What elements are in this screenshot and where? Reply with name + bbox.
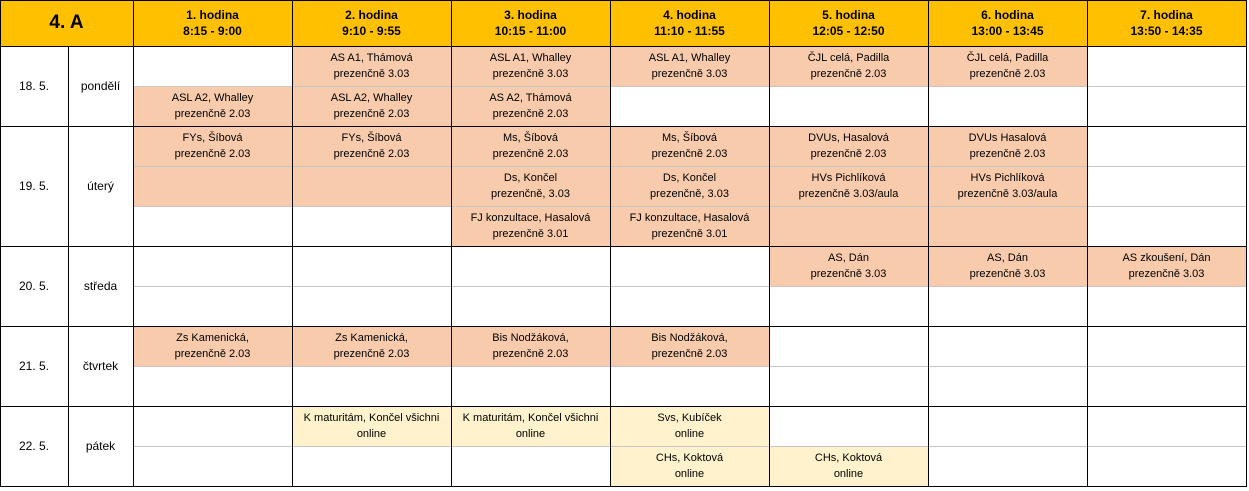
empty-cell xyxy=(133,366,292,406)
lesson-cell xyxy=(451,206,610,246)
lesson-cell xyxy=(451,326,610,366)
date-text: 21. 5. xyxy=(18,359,50,373)
empty-cell xyxy=(610,286,769,326)
lesson-location: online xyxy=(833,468,864,480)
period-time: 13:50 - 14:35 xyxy=(1130,24,1203,38)
period-time: 12:05 - 12:50 xyxy=(812,24,885,38)
row-separator xyxy=(133,446,1246,447)
date-label xyxy=(0,406,68,486)
day-label xyxy=(68,126,133,246)
grid-line xyxy=(1246,0,1247,487)
lesson-cell xyxy=(769,166,928,206)
period-header xyxy=(610,0,769,46)
lesson-subject: AS A1, Thámová xyxy=(330,52,413,64)
lesson-location: prezenčně 2.03 xyxy=(174,348,251,360)
grid-line xyxy=(0,46,1247,47)
period-header xyxy=(292,0,451,46)
lesson-cell xyxy=(928,246,1087,286)
empty-cell xyxy=(928,206,1087,246)
lesson-location: prezenčně 3.03 xyxy=(651,68,728,80)
lesson-cell xyxy=(292,46,451,86)
empty-cell xyxy=(610,366,769,406)
lesson-location: prezenčně, 3.03 xyxy=(491,188,570,200)
empty-cell xyxy=(292,206,451,246)
empty-cell xyxy=(1087,46,1246,86)
day-text: čtvrtek xyxy=(82,359,119,373)
lesson-location: online xyxy=(674,428,705,440)
lesson-location: prezenčně 2.03 xyxy=(333,148,410,160)
lesson-subject: ASL A2, Whalley xyxy=(330,92,413,104)
empty-cell xyxy=(769,86,928,126)
lesson-cell xyxy=(769,46,928,86)
empty-cell xyxy=(928,366,1087,406)
lesson-cell xyxy=(133,326,292,366)
grid-line xyxy=(292,0,293,487)
lesson-subject: CHs, Koktová xyxy=(814,452,883,464)
lesson-cell xyxy=(292,326,451,366)
lesson-subject: AS zkoušení, Dán xyxy=(1122,252,1211,264)
period-time: 11:10 - 11:55 xyxy=(654,24,725,38)
lesson-cell xyxy=(610,46,769,86)
period-name: 7. hodina xyxy=(1140,8,1193,22)
lesson-location: prezenčně 3.03 xyxy=(810,268,887,280)
period-name: 4. hodina xyxy=(663,8,716,22)
period-header xyxy=(451,0,610,46)
empty-cell xyxy=(1087,366,1246,406)
empty-cell xyxy=(133,406,292,446)
lesson-cell xyxy=(928,126,1087,166)
grid-line xyxy=(1087,0,1088,487)
row-separator xyxy=(133,286,1246,287)
lesson-subject: Svs, Kubíček xyxy=(657,412,722,424)
lesson-location: online xyxy=(674,468,705,480)
empty-cell xyxy=(451,286,610,326)
lesson-subject: FJ konzultace, Hasalová xyxy=(629,212,750,224)
empty-cell xyxy=(133,246,292,286)
lesson-subject: AS, Dán xyxy=(987,252,1028,264)
lesson-cell xyxy=(769,446,928,486)
date-text: 18. 5. xyxy=(18,79,50,93)
lesson-location: prezenčně 3.03/aula xyxy=(957,188,1058,200)
lesson-location: prezenčně 3.01 xyxy=(492,228,569,240)
lesson-subject: AS A2, Thámová xyxy=(489,92,572,104)
lesson-location: prezenčně 3.03 xyxy=(492,68,569,80)
period-time: 10:15 - 11:00 xyxy=(494,24,567,38)
period-header xyxy=(1087,0,1246,46)
lesson-subject: ASL A1, Whalley xyxy=(648,52,731,64)
grid-line xyxy=(133,0,134,487)
lesson-cell xyxy=(451,86,610,126)
lesson-subject: Bis Nodžáková, xyxy=(651,332,728,344)
lesson-subject: Zs Kamenická, xyxy=(176,332,249,344)
lesson-location: prezenčně 2.03 xyxy=(492,348,569,360)
day-text: pátek xyxy=(85,439,116,453)
day-text: středa xyxy=(83,279,118,293)
lesson-subject: ČJL celá, Padilla xyxy=(966,52,1049,64)
lesson-cell xyxy=(133,126,292,166)
grid-line xyxy=(0,0,1,487)
period-header xyxy=(769,0,928,46)
date-text: 20. 5. xyxy=(18,279,50,293)
lesson-subject: Ds, Končel xyxy=(662,172,717,184)
empty-cell xyxy=(292,446,451,486)
date-text: 19. 5. xyxy=(18,179,50,193)
period-time: 8:15 - 9:00 xyxy=(183,24,242,38)
empty-cell xyxy=(451,246,610,286)
empty-cell xyxy=(1087,166,1246,206)
lesson-cell xyxy=(451,126,610,166)
empty-cell xyxy=(451,366,610,406)
row-separator xyxy=(133,366,1246,367)
lesson-cell xyxy=(769,246,928,286)
date-label xyxy=(0,326,68,406)
empty-cell xyxy=(133,446,292,486)
empty-cell xyxy=(1087,126,1246,166)
period-time: 9:10 - 9:55 xyxy=(342,24,401,38)
lesson-cell xyxy=(133,86,292,126)
day-text: pondělí xyxy=(80,79,121,93)
lesson-cell xyxy=(610,126,769,166)
lesson-subject: Ms, Šíbová xyxy=(661,132,718,144)
lesson-location: prezenčně 2.03 xyxy=(651,348,728,360)
lesson-subject: CHs, Koktová xyxy=(655,452,724,464)
date-text: 22. 5. xyxy=(18,439,50,453)
lesson-subject: ASL A2, Whalley xyxy=(171,92,254,104)
lesson-location: prezenčně 2.03 xyxy=(333,108,410,120)
empty-cell xyxy=(610,86,769,126)
lesson-cell xyxy=(292,86,451,126)
period-name: 2. hodina xyxy=(345,8,398,22)
lesson-subject: K maturitám, Končel všichni xyxy=(303,412,440,424)
lesson-subject: Ds, Končel xyxy=(503,172,558,184)
lesson-cell xyxy=(610,446,769,486)
empty-cell xyxy=(769,366,928,406)
grid-line xyxy=(928,0,929,487)
period-time: 13:00 - 13:45 xyxy=(971,24,1044,38)
empty-cell xyxy=(133,286,292,326)
lesson-location: prezenčně 3.03/aula xyxy=(798,188,899,200)
day-label xyxy=(68,46,133,126)
lesson-cell xyxy=(610,406,769,446)
empty-cell xyxy=(292,366,451,406)
lesson-location: prezenčně 2.03 xyxy=(810,148,887,160)
empty-cell xyxy=(133,166,292,206)
grid-line xyxy=(451,0,452,487)
lesson-cell xyxy=(769,126,928,166)
grid-line xyxy=(0,326,1247,327)
empty-cell xyxy=(292,166,451,206)
grid-line xyxy=(0,0,1247,1)
lesson-subject: Ms, Šíbová xyxy=(502,132,559,144)
lesson-location: prezenčně 2.03 xyxy=(492,148,569,160)
empty-cell xyxy=(928,406,1087,446)
date-label xyxy=(0,126,68,246)
empty-cell xyxy=(1087,206,1246,246)
lesson-subject: ČJL celá, Padilla xyxy=(807,52,890,64)
lesson-cell xyxy=(451,406,610,446)
lesson-location: prezenčně 2.03 xyxy=(969,68,1046,80)
empty-cell xyxy=(610,246,769,286)
empty-cell xyxy=(1087,286,1246,326)
empty-cell xyxy=(769,206,928,246)
lesson-cell xyxy=(451,166,610,206)
empty-cell xyxy=(1087,446,1246,486)
grid-line xyxy=(0,486,1247,487)
lesson-subject: FYs, Šíbová xyxy=(182,132,243,144)
lesson-location: prezenčně 2.03 xyxy=(174,148,251,160)
period-name: 3. hodina xyxy=(504,8,557,22)
grid-line xyxy=(68,46,69,487)
lesson-cell xyxy=(928,46,1087,86)
lesson-location: prezenčně 2.03 xyxy=(333,348,410,360)
empty-cell xyxy=(292,246,451,286)
row-separator xyxy=(133,166,1246,167)
lesson-cell xyxy=(1087,246,1246,286)
lesson-subject: HVs Pichlíková xyxy=(970,172,1045,184)
lesson-location: prezenčně 2.03 xyxy=(174,108,251,120)
empty-cell xyxy=(769,406,928,446)
lesson-location: online xyxy=(356,428,387,440)
lesson-location: prezenčně, 3.03 xyxy=(650,188,729,200)
lesson-subject: Zs Kamenická, xyxy=(335,332,408,344)
day-text: úterý xyxy=(87,179,114,193)
lesson-location: prezenčně 2.03 xyxy=(492,108,569,120)
empty-cell xyxy=(451,446,610,486)
row-separator xyxy=(133,206,1246,207)
lesson-cell xyxy=(610,326,769,366)
lesson-subject: ASL A1, Whalley xyxy=(489,52,572,64)
empty-cell xyxy=(928,286,1087,326)
class-title-text: 4. A xyxy=(49,12,84,33)
day-label xyxy=(68,406,133,486)
lesson-subject: Bis Nodžáková, xyxy=(492,332,569,344)
grid-line xyxy=(610,0,611,487)
lesson-subject: HVs Pichlíková xyxy=(811,172,886,184)
period-name: 5. hodina xyxy=(822,8,875,22)
period-header xyxy=(928,0,1087,46)
day-label xyxy=(68,326,133,406)
period-name: 6. hodina xyxy=(981,8,1034,22)
lesson-location: prezenčně 2.03 xyxy=(651,148,728,160)
lesson-cell xyxy=(610,206,769,246)
lesson-location: prezenčně 3.01 xyxy=(651,228,728,240)
lesson-subject: FJ konzultace, Hasalová xyxy=(470,212,591,224)
period-name: 1. hodina xyxy=(186,8,239,22)
lesson-location: online xyxy=(515,428,546,440)
period-header xyxy=(133,0,292,46)
lesson-cell xyxy=(928,166,1087,206)
grid-line xyxy=(0,246,1247,247)
lesson-location: prezenčně 3.03 xyxy=(333,68,410,80)
empty-cell xyxy=(769,326,928,366)
empty-cell xyxy=(928,86,1087,126)
lesson-subject: AS, Dán xyxy=(828,252,869,264)
lesson-cell xyxy=(292,406,451,446)
empty-cell xyxy=(769,286,928,326)
empty-cell xyxy=(133,206,292,246)
empty-cell xyxy=(292,286,451,326)
empty-cell xyxy=(133,46,292,86)
lesson-location: prezenčně 3.03 xyxy=(1128,268,1205,280)
row-separator xyxy=(133,86,1246,87)
grid-line xyxy=(769,0,770,487)
empty-cell xyxy=(1087,326,1246,366)
empty-cell xyxy=(1087,86,1246,126)
lesson-subject: DVUs Hasalová xyxy=(968,132,1047,144)
grid-line xyxy=(0,126,1247,127)
lesson-location: prezenčně 2.03 xyxy=(810,68,887,80)
empty-cell xyxy=(928,446,1087,486)
lesson-subject: K maturitám, Končel všichni xyxy=(462,412,599,424)
lesson-subject: DVUs, Hasalová xyxy=(808,132,889,144)
grid-line xyxy=(0,406,1247,407)
lesson-cell xyxy=(292,126,451,166)
date-label xyxy=(0,246,68,326)
empty-cell xyxy=(1087,406,1246,446)
empty-cell xyxy=(928,326,1087,366)
lesson-subject: FYs, Šíbová xyxy=(341,132,402,144)
lesson-cell xyxy=(451,46,610,86)
date-label xyxy=(0,46,68,126)
day-label xyxy=(68,246,133,326)
lesson-location: prezenčně 3.03 xyxy=(969,268,1046,280)
lesson-cell xyxy=(610,166,769,206)
lesson-location: prezenčně 2.03 xyxy=(969,148,1046,160)
class-title xyxy=(0,0,133,46)
